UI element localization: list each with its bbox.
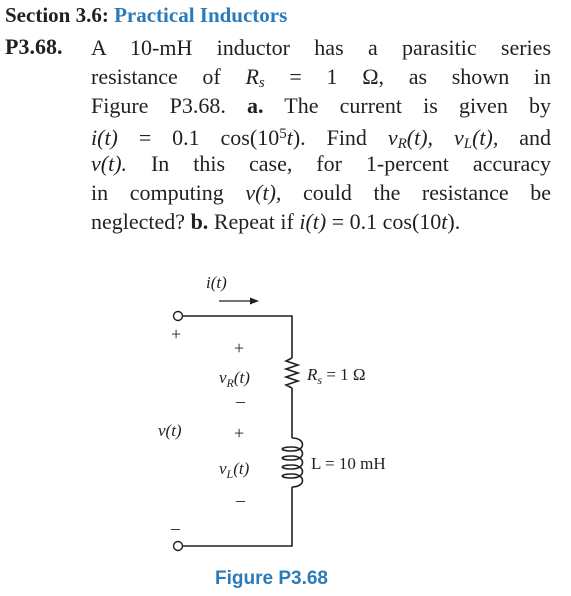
terminal-minus: – bbox=[171, 518, 180, 538]
problem-line-6: in computing v(t), could the resistance be bbox=[91, 180, 552, 205]
vr-minus: – bbox=[236, 391, 245, 411]
inductor-coil bbox=[282, 438, 302, 487]
section-title: Practical Inductors bbox=[114, 3, 288, 27]
problem-number: P3.68. bbox=[5, 34, 63, 59]
vl-plus: + bbox=[234, 423, 245, 443]
problem-line-4: i(t) = 0.1 $\cos(10^5t)$. Find $v_R(t)$, $v_L(t)$, and bbox=[91, 125, 552, 152]
problem-line-5: v(t). In this case, for 1-percent accuracy bbox=[91, 151, 552, 176]
circuit-diagram bbox=[0, 270, 571, 596]
problem-line-3: Figure P3.68. a. The current is given by bbox=[91, 93, 551, 118]
terminal-plus: + bbox=[171, 324, 182, 344]
vl-label: $v_L(t)$ bbox=[219, 459, 250, 481]
resistor bbox=[286, 358, 298, 388]
l-label: L = 10 mH bbox=[311, 454, 386, 473]
problem-line-2: resistance of $R_s = 1$ Ω, as shown in bbox=[91, 64, 551, 91]
section-heading bbox=[5, 3, 287, 28]
bottom-terminal bbox=[174, 542, 183, 551]
current-arrowhead bbox=[250, 298, 259, 305]
section-label: Section 3.6: bbox=[5, 3, 109, 27]
vl-minus: – bbox=[236, 490, 245, 510]
vr-label: $v_R(t)$ bbox=[219, 368, 250, 390]
figure-caption: Figure P3.68 bbox=[215, 568, 328, 589]
problem-line-1: A 10-mH inductor has a parasitic series bbox=[91, 35, 551, 60]
vr-plus: + bbox=[234, 338, 245, 358]
problem-line-7: neglected? b. Repeat if i(t) = 0.1 cos(10t). bbox=[91, 209, 461, 234]
rs-label: $R_s = 1$ Ω bbox=[307, 365, 366, 387]
top-terminal bbox=[174, 312, 183, 321]
current-label: i(t) bbox=[206, 273, 227, 292]
v-label: v(t) bbox=[158, 421, 182, 440]
